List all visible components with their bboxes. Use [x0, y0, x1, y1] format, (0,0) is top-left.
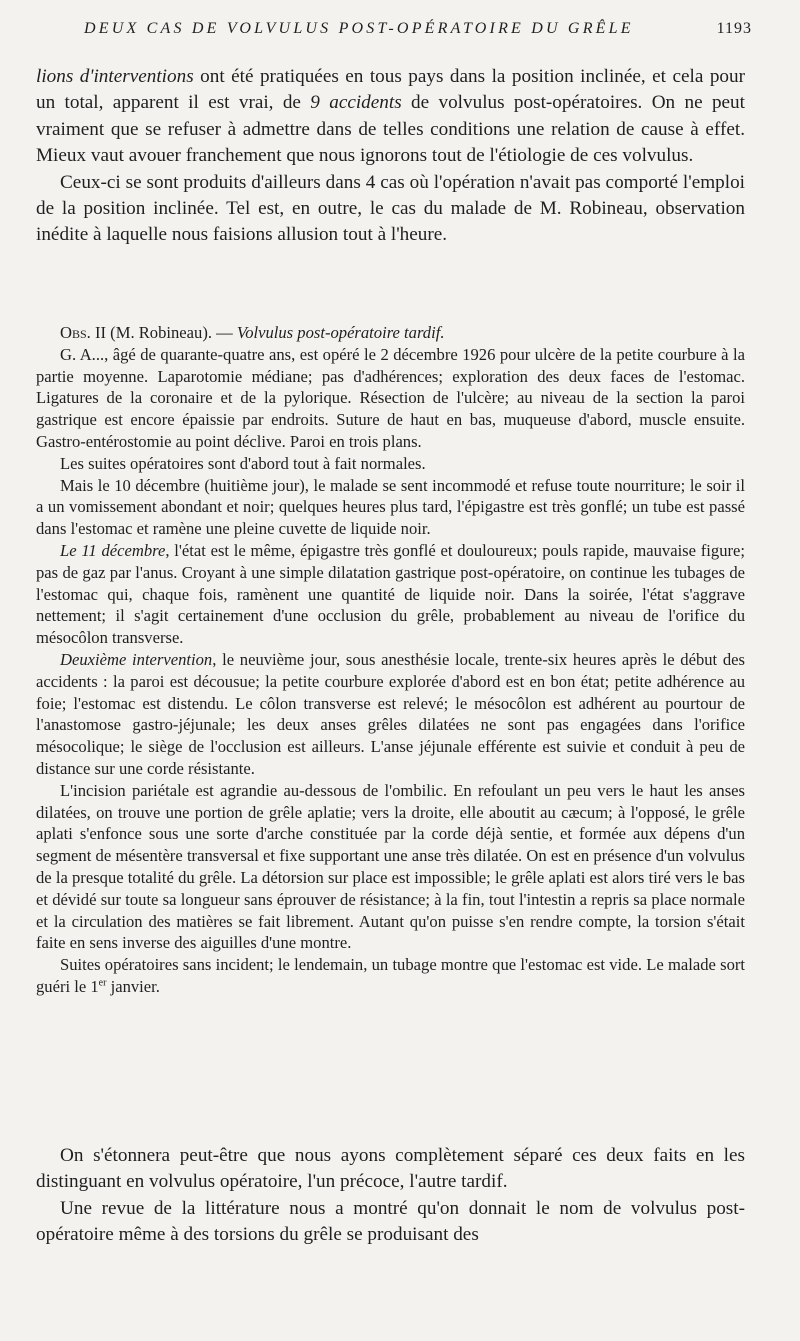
paragraph-continuation — [36, 64, 745, 170]
italic-lead: Deuxième intervention — [60, 649, 213, 669]
italic-phrase: 9 accidents — [310, 92, 402, 114]
observation-paragraph: Mais le 10 décembre (huitième jour), le malade se sent incommodé et refuse toute nourriture; le soir il a un vomissement abondant et noir; quelques heures plus tard, l'épigastre est très gonflé; un tube est passé dans l'estomac et ramène une pleine cuvette de liquide noir. — [36, 475, 745, 539]
observation-paragraph — [36, 649, 745, 780]
text-run: ont été pratiquées en tous pays dans la position inclinée, et cela pour un total, apparent il est vrai, de — [36, 66, 745, 114]
observation-paragraph: L'incision pariétale est agrandie au-dessous de l'ombilic. En refoulant un peu vers le haut les anses dilatées, on trouve une portion de grêle aplatie; vers la droite, elle aboutit au cæcum; à l'opposé, le grêle aplati s'enfonce sous une sorte d'arche constituée par la corde déjà sentie, et formée aux dépens d'un segment de mésentère transversal et fixe supportant une anse très dilatée. On est en présence d'un volvulus de la presque totalité du grêle. La détorsion sur place est impossible; le grêle aplati est alors tiré vers le bas et dévidé sur toute sa longueur sans éprouver de résistance; à la fin, tout l'intestin a repris sa place normale et la circulation des matières se fait librement. Autant qu'on puisse s'en rendre compte, la torsion s'était faite en sens inverse des aiguilles d'une montre. — [36, 780, 745, 953]
observation-author: (M. Robineau). — — [106, 323, 237, 342]
observation-paragraph: G. A..., âgé de quarante-quatre ans, est opéré le 2 décembre 1926 pour ulcère de la petite courbure à la partie moyenne. Laparotomie médiane; pas d'adhérences; exploration des deux faces de l'estomac. Ligatures de la coronaire et de la pylorique. Résection de l'ulcère; au niveau de la section la paroi gastrique est encore épaissie par endroits. Suture de haut en bas, muqueuse d'abord, muscle ensuite. Gastro-entérostomie au point déclive. Paroi en trois plans. — [36, 344, 745, 451]
running-header — [84, 20, 752, 38]
italic-date: Le 11 décembre — [60, 540, 166, 560]
text-run: , l'état est le même, épigastre très gonflé et douloureux; pouls rapide, mauvaise figure; pas de gaz par l'anus. Croyant à une simple dilatation gastrique post-opératoire, on continue les tubages de l'estomac qui, chaque fois, ramènent une quantité de liquide noir. Dans la soirée, l'état s'aggrave nettement; il s'agit certainement d'une occlusion du grêle, probablement au niveau de l'orifice du mésocôlon transverse. — [36, 540, 745, 648]
observation-block — [36, 322, 745, 998]
text-run: , le neuvième jour, sous anesthésie locale, trente-six heures après le début des accidents : la paroi est décousue; la petite courbure explorée d'abord est en bon état; petite adhérence au foie; l'estomac est distendu. Le côlon transverse est relevé; le mésocôlon est adhérent au pourtour de l'anastomose gastro-jéjunale; les deux anses grêles dilatées ne sont pas engagées dans l'orifice mésocolique; le siège de l'occlusion est ailleurs. L'anse jéjunale efférente est suivie et conduit à peu de distance sur une corde résistante. — [36, 649, 745, 778]
text-run: Suites opératoires sans incident; le lendemain, un tubage montre que l'estomac est vide. Le malade sort guéri le 1 — [36, 955, 745, 996]
running-title: DEUX CAS DE VOLVULUS POST-OPÉRATOIRE DU GRÊLE — [84, 20, 634, 37]
observation-label: Obs. II — [60, 323, 107, 342]
paragraph: Ceux-ci se sont produits d'ailleurs dans 4 cas où l'opération n'avait pas comporté l'emploi de la position inclinée. Tel est, en outre, le cas du malade de M. Robineau, observation inédite à laquelle nous faisions allusion tout à l'heure. — [36, 171, 745, 246]
text-run: janvier. — [106, 976, 160, 996]
text-run: de volvulus post-opératoires. On ne peut vraiment que se refuser à admettre dans de telles conditions une relation de cause à effet. Mieux vaut avouer franchement que nous ignorons tout de l'étiologie de ces volvulus. — [36, 92, 745, 167]
top-paragraphs — [36, 64, 745, 249]
observation-heading — [36, 322, 745, 344]
observation-title: Volvulus post-opératoire tardif. — [236, 323, 445, 342]
italic-phrase: lions d'interventions — [36, 66, 194, 87]
superscript: er — [98, 977, 107, 989]
observation-paragraph: Les suites opératoires sont d'abord tout à fait normales. — [60, 453, 426, 473]
bottom-paragraphs — [36, 1143, 745, 1249]
paragraph: Une revue de la littérature nous a montré qu'on donnait le nom de volvulus post-opératoire même à des torsions du grêle se produisant des — [36, 1197, 745, 1246]
page-number: 1193 — [716, 20, 752, 37]
observation-paragraph — [36, 954, 745, 998]
paragraph: On s'étonnera peut-être que nous ayons complètement séparé ces deux faits en les distinguant en volvulus opératoire, l'un précoce, l'autre tardif. — [36, 1145, 745, 1193]
observation-paragraph — [36, 540, 745, 649]
